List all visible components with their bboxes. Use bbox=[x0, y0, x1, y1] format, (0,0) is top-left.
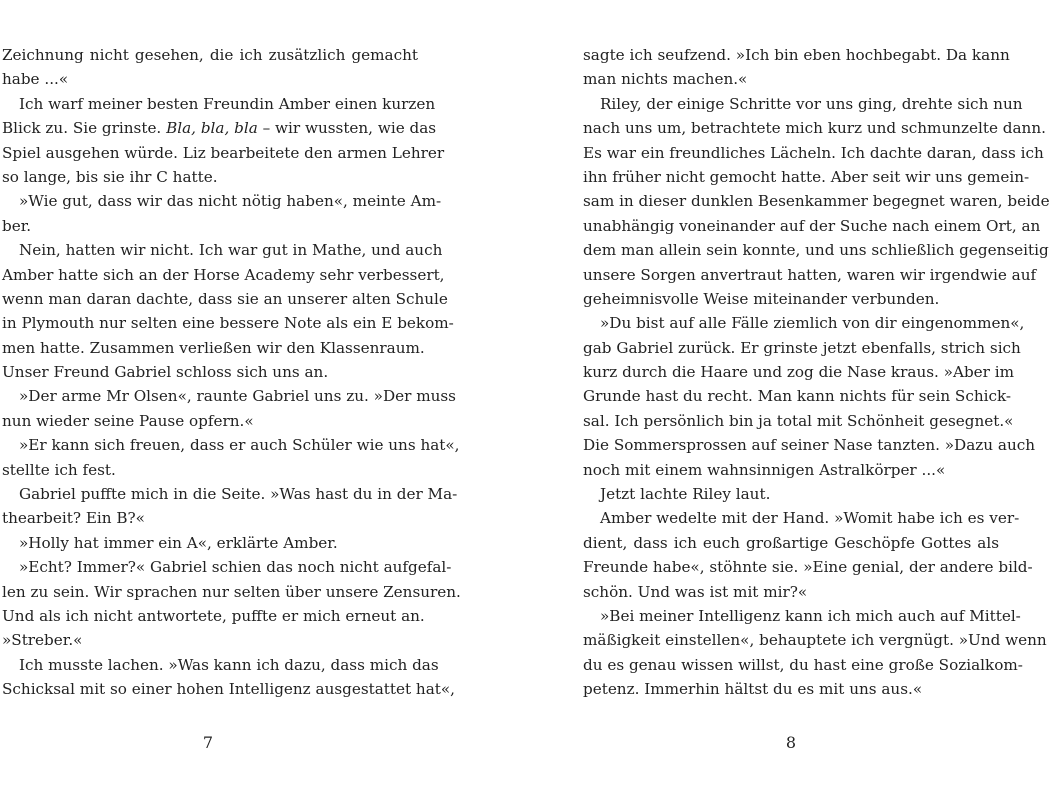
text-line: men hatte. Zusammen verließen wir den Klassenraum. bbox=[2, 338, 425, 357]
text-line: Blick zu. Sie grinste. Bla, bla, bla – wir wussten, wie das bbox=[2, 119, 437, 138]
text-line: Schicksal mit so einer hohen Intelligenz ausgestattet hat«, bbox=[2, 680, 455, 699]
text-line: len zu sein. Wir sprachen nur selten über unsere Zensuren. bbox=[2, 582, 461, 601]
text-line: dient, dass ich euch großartige Geschöpfe Gottes als bbox=[583, 533, 999, 552]
right-page-text bbox=[583, 43, 1050, 702]
text-line: sal. Ich persönlich bin ja total mit Schönheit gesegnet.« bbox=[583, 411, 1014, 430]
text-line: noch mit einem wahnsinnigen Astralkörper ...« bbox=[583, 460, 946, 479]
text-line: Spiel ausgehen würde. Liz bearbeitete den armen Lehrer bbox=[2, 143, 445, 162]
text-line: Grunde hast du recht. Man kann nichts für sein Schick- bbox=[583, 387, 1012, 406]
text-line: Nein, hatten wir nicht. Ich war gut in Mathe, und auch bbox=[19, 241, 443, 260]
text-line: Ich musste lachen. »Was kann ich dazu, dass mich das bbox=[19, 655, 439, 674]
text-line: Es war ein freundliches Lächeln. Ich dachte daran, dass ich bbox=[583, 143, 1044, 162]
left-page-number: 7 bbox=[202, 733, 214, 752]
text-line: ber. bbox=[2, 216, 32, 235]
text-line: Die Sommersprossen auf seiner Nase tanzten. »Dazu auch bbox=[583, 436, 1036, 455]
text-line: Amber hatte sich an der Horse Academy sehr verbessert, bbox=[2, 265, 445, 284]
text-line: schön. Und was ist mit mir?« bbox=[583, 582, 808, 601]
text-line: so lange, bis sie ihr C hatte. bbox=[2, 167, 218, 186]
text-line: unsere Sorgen anvertraut hatten, waren wir irgendwie auf bbox=[583, 265, 1037, 284]
text-line: Jetzt lachte Riley laut. bbox=[600, 485, 771, 504]
text-line: Zeichnung nicht gesehen, die ich zusätzlich gemacht bbox=[2, 46, 418, 64]
text-line: Riley, der einige Schritte vor uns ging, drehte sich nun bbox=[600, 94, 1023, 113]
text-line: stellte ich fest. bbox=[2, 460, 116, 479]
text-line: petenz. Immerhin hältst du es mit uns aus.« bbox=[583, 680, 923, 699]
text-line: Freunde habe«, stöhnte sie. »Eine genial, der andere bild- bbox=[583, 558, 1033, 577]
text-line: mäßigkeit einstellen«, behauptete ich vergnügt. »Und wenn bbox=[583, 631, 1047, 650]
text-line: unabhängig voneinander auf der Suche nach einem Ort, an bbox=[583, 216, 1041, 235]
text-line: »Du bist auf alle Fälle ziemlich von dir eingenommen«, bbox=[600, 314, 1025, 333]
text-line: »Echt? Immer?« Gabriel schien das noch nicht aufgefal- bbox=[19, 558, 452, 577]
text-line: in Plymouth nur selten eine bessere Note als ein E bekom- bbox=[2, 314, 454, 333]
text-line: dem man allein sein konnte, und uns schließlich gegenseitig bbox=[583, 241, 1049, 260]
text-line: Unser Freund Gabriel schloss sich uns an. bbox=[2, 363, 329, 382]
text-line: Gabriel puffte mich in die Seite. »Was hast du in der Ma- bbox=[19, 485, 458, 504]
text-line: wenn man daran dachte, dass sie an unserer alten Schule bbox=[2, 289, 448, 308]
text-line: man nichts machen.« bbox=[583, 70, 748, 89]
text-line: Amber wedelte mit der Hand. »Womit habe ich es ver- bbox=[600, 509, 1020, 528]
left-page-text bbox=[2, 43, 461, 702]
text-line: »Er kann sich freuen, dass er auch Schüler wie uns hat«, bbox=[19, 436, 460, 455]
text-line: habe ...« bbox=[2, 70, 69, 89]
text-line: »Bei meiner Intelligenz kann ich mich auch auf Mittel- bbox=[600, 606, 1021, 625]
text-line: Ich warf meiner besten Freundin Amber einen kurzen bbox=[19, 94, 436, 113]
text-line: nach uns um, betrachtete mich kurz und schmunzelte dann. bbox=[583, 119, 1046, 138]
right-page-number: 8 bbox=[785, 733, 797, 752]
text-line: »Wie gut, dass wir das nicht nötig haben«, meinte Am- bbox=[19, 192, 442, 211]
text-line: Und als ich nicht antwortete, puffte er mich erneut an. bbox=[2, 606, 425, 625]
text-line: »Der arme Mr Olsen«, raunte Gabriel uns zu. »Der muss bbox=[19, 387, 456, 406]
text-line: ihn früher nicht gemocht hatte. Aber seit wir uns gemein- bbox=[583, 167, 1030, 186]
text-line: kurz durch die Haare und zog die Nase kraus. »Aber im bbox=[583, 363, 1014, 382]
text-line: du es genau wissen willst, du hast eine große Sozialkom- bbox=[583, 655, 1023, 674]
text-line: geheimnisvolle Weise miteinander verbunden. bbox=[583, 289, 940, 308]
text-line: »Holly hat immer ein A«, erklärte Amber. bbox=[19, 533, 338, 552]
text-line: gab Gabriel zurück. Er grinste jetzt ebenfalls, strich sich bbox=[583, 338, 1021, 357]
text-line: nun wieder seine Pause opfern.« bbox=[2, 411, 254, 430]
text-line: thearbeit? Ein B?« bbox=[2, 509, 145, 528]
text-line: sam in dieser dunklen Besenkammer begegnet waren, beide bbox=[583, 192, 1050, 211]
text-line: sagte ich seufzend. »Ich bin eben hochbegabt. Da kann bbox=[583, 46, 1010, 64]
text-line: »Streber.« bbox=[2, 631, 83, 650]
